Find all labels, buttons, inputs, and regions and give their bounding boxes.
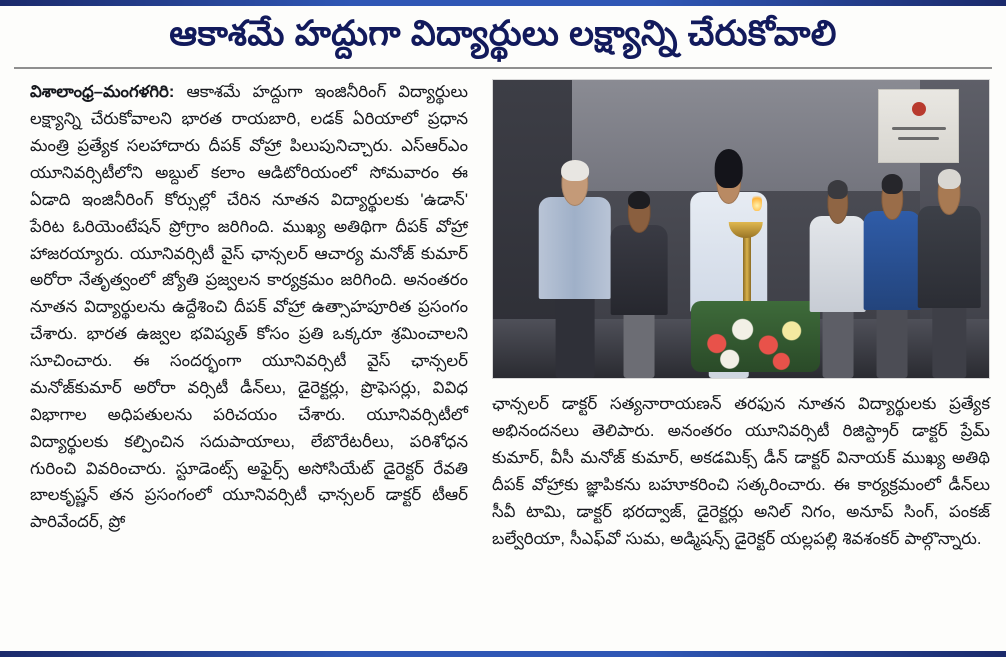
- headline-divider: [14, 67, 992, 69]
- headline-container: [14, 8, 992, 58]
- person-hair: [938, 169, 960, 189]
- banner-text-line-2: [898, 137, 939, 140]
- page-title: ఆకాశమే హద్దుగా విద్యార్థులు లక్ష్యాన్ని చేరుకోవాలి: [169, 14, 837, 53]
- left-column-text: ఆకాశమే హద్దుగా ఇంజినీరింగ్ విద్యార్థులు లక్ష్యాన్ని చేరుకోవాలని భారత రాయబారి, లడక్ ఏరియాలో ప్రధాన మంత్రి ప్రత్యేక సలహాదారు దీపక్ వోహ్రా పిలుపునిచ్చారు. ఎస్‌ఆర్‌ఎం యూనివర్సిటీలోని అబ్దుల్ కలాం ఆడిటోరియంలో సోమవారం ఈ ఏడాది ఇంజినీరింగ్ కోర్సుల్లో చేరిన నూతన విద్యార్థులకు 'ఉడాన్' పేరిట ఓరియెంటేషన్ ప్రోగ్రాం జరిగింది. ముఖ్య అతిథిగా దీపక్ వోహ్రా హాజరయ్యారు. యూనివర్సిటీ వైస్ ఛాన్సలర్ ఆచార్య మనోజ్ కుమార్ అరోరా నేతృత్వంలో జ్యోతి ప్రజ్వలన కార్యక్రమం జరిగింది. అనంతరం నూతన విద్యార్థులను ఉద్దేశించి దీపక్ వోహ్రా ఉత్సాహపూరిత ప్రసంగం చేశారు. భారత ఉజ్వల భవిష్యత్ కోసం ప్రతి ఒక్కరూ శ్రమించాలని సూచించారు. ఈ సందర్భంగా యూనివర్సిటీ వైస్ ఛాన్సలర్ మనోజ్‌కుమార్ అరోరా వర్సిటీ డీన్‌లు, డైరెక్టర్లు, ప్రొఫెసర్లు, వివిధ విభాగాల అధిపతులను పరిచయం చేశారు. యూనివర్సిటీలో విద్యార్థులకు కల్పించిన సదుపాయాలు, లేబొరేటరీలు, పరిశోధన గురించి వివరించారు. స్టూడెంట్స్ అఫైర్స్ అసోసియేట్ డైరెక్టర్ రేవతి బాలకృష్ణన్ తన ప్రసంగంలో యూనివర్సిటీ ఛాన్సలర్ డాక్టర్ టీఆర్ పారివేందర్, ప్రో: [30, 82, 468, 532]
- person-hair: [628, 191, 650, 209]
- left-column: [30, 79, 468, 627]
- photo-spacer: [492, 379, 990, 391]
- left-column-paragraph: [30, 79, 468, 536]
- university-banner: [878, 89, 959, 163]
- right-column-paragraph: ఛాన్సలర్ డాక్టర్ సత్యనారాయణన్ తరఫున నూతన విద్యార్థులకు ప్రత్యేక అభినందనలు తెలిపారు. అనంతరం యూనివర్సిటీ రిజిస్ట్రార్ డాక్టర్ ప్రేమ్ కుమార్, వీసీ మనోజ్ కుమార్, అకడమిక్స్ డీన్ డాక్టర్ వినాయక్ ముఖ్య అతిథి దీపక్ వోహ్రాకు జ్ఞాపికను బహూకరించి సత్కరించారు. ఈ కార్యక్రమంలో డీన్‌లు సీవీ టామి, డాక్టర్ భరద్వాజ్, డైరెక్టర్లు అనిల్ నిగం, అనూప్ సింగ్, పంకజ్ బల్వేరియా, సీఎఫ్‌వో సుమ, అడ్మిషన్స్ డైరెక్టర్ యల్లపల్లి శివశంకర్ పాల్గొన్నారు.: [492, 394, 990, 548]
- person-hair: [714, 149, 743, 187]
- person-torso: [809, 216, 866, 312]
- person-hair: [882, 174, 903, 193]
- flower-arrangement: [691, 301, 820, 373]
- person-second-man: [607, 182, 671, 379]
- person-torso: [539, 197, 612, 299]
- person-left-elder: [533, 146, 617, 378]
- person-right-man-3: [915, 158, 984, 379]
- person-hair: [561, 160, 589, 181]
- person-torso: [611, 225, 668, 315]
- person-torso: [864, 211, 921, 310]
- banner-text-line-1: [892, 127, 946, 130]
- right-column: [492, 79, 990, 627]
- top-edge-bar: [0, 0, 1006, 6]
- dateline: విశాలాంధ్ర–మంగళగిరి:: [30, 82, 175, 102]
- bottom-edge-bar: [0, 651, 1006, 657]
- banner-logo-icon: [912, 102, 926, 116]
- lamp-lighting-ceremony-photo: [492, 79, 990, 379]
- person-hair: [827, 180, 848, 199]
- article-body: [14, 79, 992, 639]
- lamp-flame-icon: [752, 193, 762, 211]
- person-torso: [918, 206, 980, 307]
